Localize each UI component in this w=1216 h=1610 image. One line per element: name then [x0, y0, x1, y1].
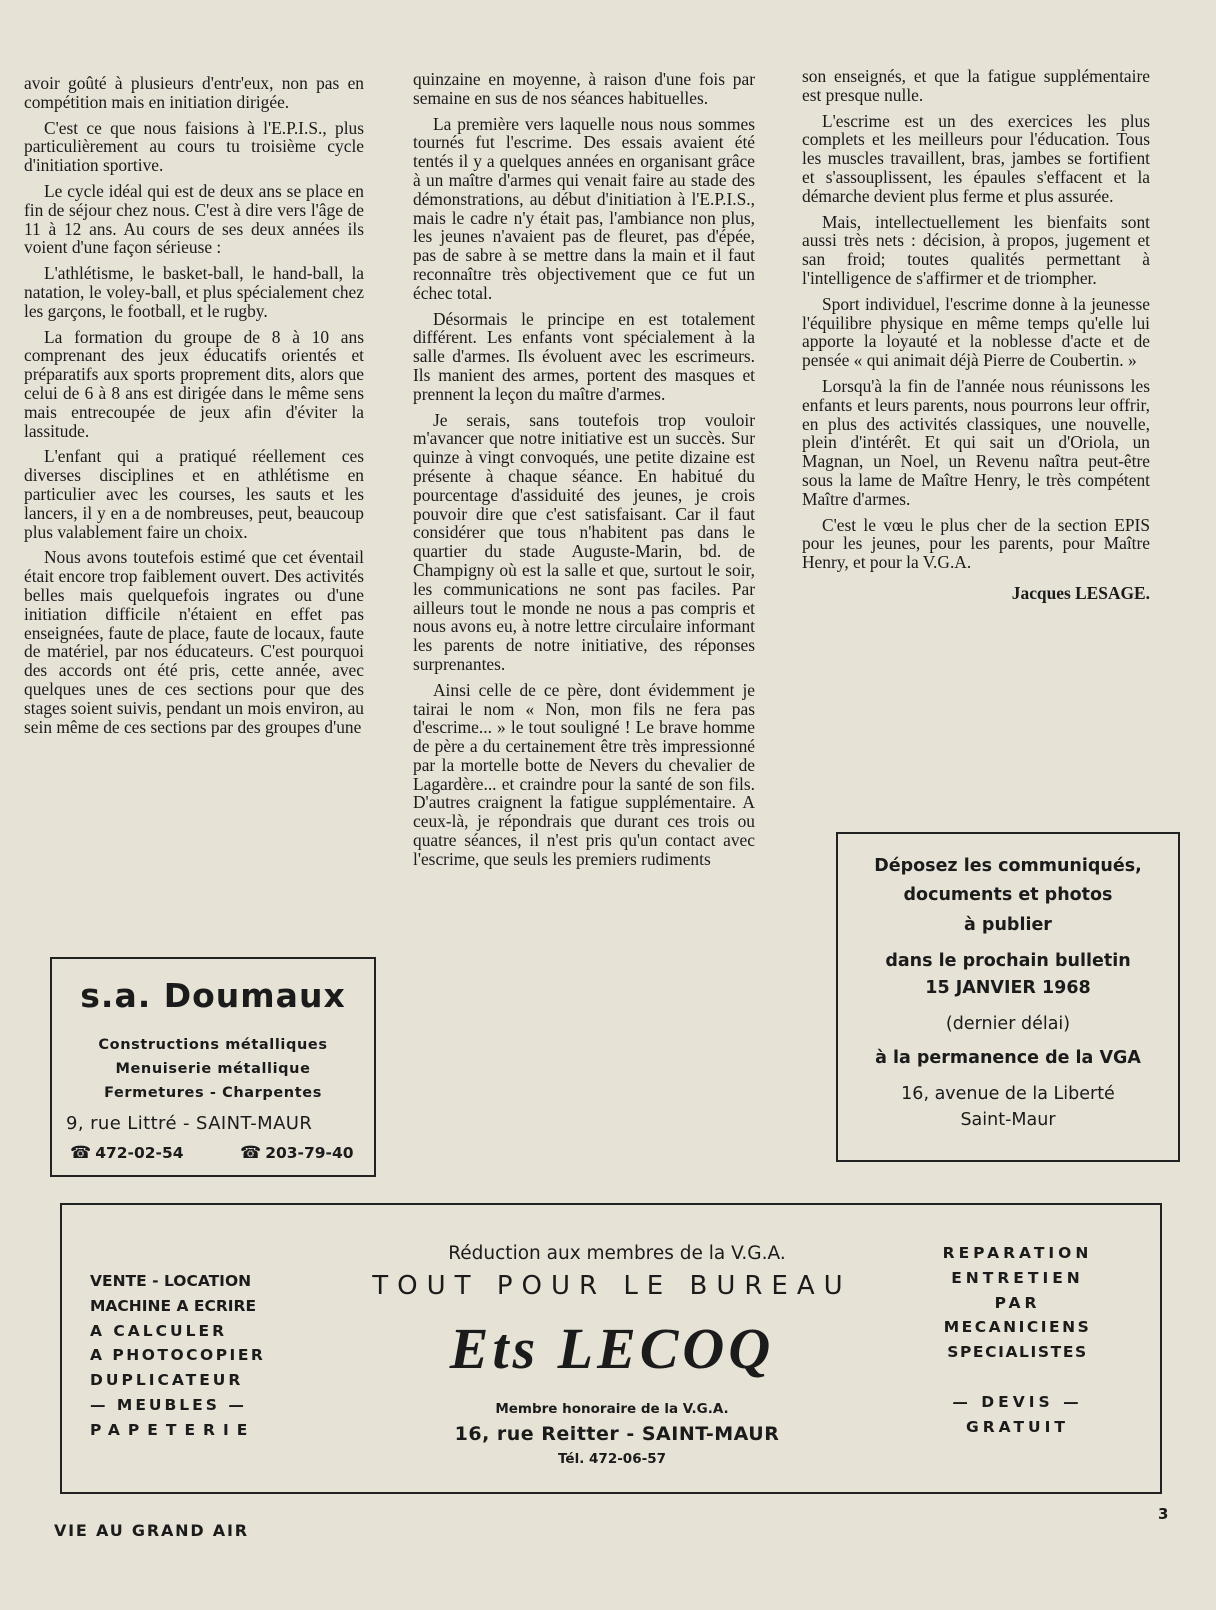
paragraph: La première vers laquelle nous nous sommes tournés fut l'escrime. Des essais avaient été tentés il y a quelques années en organisant grâce à un maître d'armes qui venait faire au stade des démonstrations, au début d'initiation à l'E.P.I.S., mais le cadre n'y était pas, l'ambiance non plus, les jeunes n'avaient pas de fleuret, pas d'épée, pas de sabre à se mettre dans la main et il faut reconnaître très objectivement que ce fut un échec total. [413, 113, 755, 303]
service-item: A PHOTOCOPIER [90, 1346, 266, 1365]
discount-note: Réduction aux membres de la V.G.A. [448, 1243, 786, 1264]
paragraph: quinzaine en moyenne, à raison d'une fois par semaine en sus de nos séances habituelles. [413, 69, 755, 108]
spacer [910, 1365, 1125, 1390]
phone-entry [240, 1143, 354, 1163]
paragraph: L'enfant qui a pratiqué réellement ces diverses disciplines et en athlétisme en particulier avec les courses, les sauts et les lancers, il y en a de nombreuses, peut, beaucoup plus valablement faire un choix. [24, 446, 364, 542]
membership-note: Membre honoraire de la V.G.A. [495, 1401, 729, 1417]
paragraph: Désormais le principe en est totalement différent. Les enfants vont spécialement à la salle d'armes. Ils évoluent avec les escrimeurs. Ils manient des armes, portent des masques et prennent la leçon du maître d'armes. [413, 308, 755, 404]
service-item: SPECIALISTES [947, 1343, 1088, 1362]
services-list-right [910, 1241, 1125, 1439]
paragraph: Mais, intellectuellement les bienfaits sont aussi très nets : décision, à propos, jugement et san froid; toutes qualités permettant à l'intelligence de s'affirmer et de triompher. [802, 211, 1150, 288]
tagline: TOUT POUR LE BUREAU [372, 1271, 852, 1301]
paragraph: Nous avons toutefois estimé que cet éventail était encore trop faiblement ouvert. Des activités belles mais quelquefois ingrates ou d'une initiation difficile n'étaient en effet pas enseignées, faute de place, faute de locaux, faute de matériel, par nos éducateurs. C'est pourquoi des accords ont été pris, cette année, avec quelques unes de ces sections pour que des stages soient suivis, pendant un mois environ, au sein même de ces sections par des groupes d'une [24, 547, 364, 737]
advertisement-lecoq [60, 1203, 1162, 1494]
notice-line: dans le prochain bulletin [885, 951, 1131, 971]
company-name: s.a. Doumaux [80, 976, 346, 1015]
service-item: — MEUBLES — [90, 1395, 247, 1414]
notice-address: 16, avenue de la Liberté [901, 1084, 1115, 1104]
paragraph: Ainsi celle de ce père, dont évidemment je tairai le nom « Non, mon fils ne fera pas d'escrime... » le tout souligné ! Le brave homme de père a du certainement être très impressionné par la mortelle botte de Nevers du chevalier de Lagardère... et craindre pour la santé de son fils. D'autres craignent la fatigue supplémentaire. A ceux-là, je répondrais que durant ces trois ou quatre séances, il n'est pris qu'un contact avec l'escrime, que seuls les premiers rudiments [413, 679, 755, 869]
service-item: VENTE - LOCATION [90, 1272, 252, 1290]
services-list-left [90, 1269, 300, 1443]
article-column-2 [413, 70, 755, 876]
paragraph: avoir goûté à plusieurs d'entr'eux, non pas en compétition mais en initiation dirigée. [24, 73, 364, 112]
notice-city: Saint-Maur [960, 1110, 1056, 1130]
phone-number: 472-02-54 [95, 1144, 184, 1162]
service-item: MECANICIENS [943, 1318, 1092, 1337]
service-item: A CALCULER [90, 1321, 228, 1340]
notice-line: (dernier délai) [945, 1014, 1071, 1034]
paragraph: L'athlétisme, le basket-ball, le hand-ball, la natation, le voley-ball, et plus spécialement chez les garçons, le football, et le rugby. [24, 263, 364, 321]
company-address: 9, rue Littré - SAINT-MAUR [66, 1113, 313, 1134]
service-item: ENTRETIEN [951, 1268, 1084, 1287]
article-column-1 [24, 74, 364, 743]
paragraph: Le cycle idéal qui est de deux ans se place en fin de séjour chez nous. C'est à dire vers l'âge de 11 à 12 ans. Au cours de ses deux années ils voient d'une façon sérieuse : [24, 180, 364, 258]
notice-line: à publier [964, 915, 1052, 935]
paragraph: son enseignés, et que la fatigue supplémentaire est presque nulle. [802, 66, 1150, 105]
service-item: GRATUIT [966, 1417, 1069, 1436]
paragraph: Je serais, sans toutefois trop vouloir m'avancer que notre initiative est un succès. Sur quinze à vingt convoqués, une petite dizaine est présente à chaque séance. En habitué du pourcentage d'assiduité des jeunes, je crois pouvoir dire que c'est satisfaisant. Car il faut considérer que tous n'habitent pas dans le quartier du stade Auguste-Marin, bd. de Champigny où est la salle et que, surtout le soir, les communications ne sont pas faciles. Par ailleurs tout le monde ne nous a pas compris et nous avons eu, à notre lettre circulaire informant les parents de notre initiative, des réponses surprenantes. [413, 409, 755, 674]
ad-line: Fermetures - Charpentes [104, 1085, 322, 1101]
phone-number: 203-79-40 [265, 1144, 354, 1162]
service-item: PAR [994, 1293, 1041, 1312]
paragraph: Sport individuel, l'escrime donne à la jeunesse l'équilibre physique en même temps qu'elle lui apporte la loyauté et la noblesse d'acte et de pensée « qui animait déjà Pierre de Coubertin. » [802, 293, 1150, 371]
service-item: DUPLICATEUR [90, 1371, 244, 1390]
paragraph: C'est ce que nous faisions à l'E.P.I.S., plus particulièrement au cours tu troisième cycle d'initiation sportive. [24, 117, 364, 176]
notice-deposit-box [836, 832, 1180, 1162]
service-item: — DEVIS — [952, 1392, 1083, 1411]
company-name: Ets LECOQ [449, 1316, 775, 1381]
service-item: MACHINE A ECRIRE [90, 1296, 257, 1315]
notice-line: documents et photos [903, 885, 1113, 905]
telephone-icon: ☎ [240, 1143, 262, 1163]
telephone-icon: ☎ [70, 1143, 92, 1163]
ad-line: Constructions métalliques [98, 1037, 328, 1053]
notice-line: à la permanence de la VGA [875, 1048, 1141, 1068]
phone-number: Tél. 472-06-57 [558, 1451, 666, 1467]
phone-entry [70, 1143, 184, 1163]
notice-date: 15 JANVIER 1968 [925, 978, 1091, 998]
article-column-3 [802, 67, 1150, 610]
service-item: PAPETERIE [90, 1420, 256, 1439]
paragraph: C'est le vœu le plus cher de la section EPIS pour les jeunes, pour les parents, pour Maître Henry, et pour la V.G.A. [802, 514, 1150, 573]
paragraph: La formation du groupe de 8 à 10 ans comprenant des jeux éducatifs orientés et préparatifs aux sports proprement dits, alors que celui de 6 à 8 ans est dirigée dans le même sens mais entrecoupée de jeux afin d'éviter la lassitude. [24, 326, 364, 441]
author-signature: Jacques LESAGE. [1011, 582, 1150, 603]
advertisement-doumaux [50, 957, 376, 1177]
paragraph: Lorsqu'à la fin de l'année nous réunissons les enfants et leurs parents, nous pourrons leur offrir, en plus des activités classiques, une nouvelle, plein d'intérêt. Et qui sait un d'Oriola, un Magnan, un Noel, un Revenu naîtra peut-être sous la lame de Maître Henry, le très compétent Maître d'armes. [802, 375, 1150, 509]
service-item: REPARATION [942, 1244, 1093, 1262]
notice-line: Déposez les communiqués, [874, 856, 1142, 876]
magazine-title: VIE AU GRAND AIR [54, 1521, 249, 1540]
company-address: 16, rue Reitter - SAINT-MAUR [454, 1423, 780, 1445]
paragraph: L'escrime est un des exercices les plus complets et les meilleurs pour l'éducation. Tous les muscles travaillent, bras, jambes se fortifient et s'assouplissent, les épaules s'effacent et la démarche devient plus ferme et plus assurée. [802, 110, 1150, 206]
ad-line: Menuiserie métallique [115, 1061, 311, 1077]
page-number: 3 [1158, 1505, 1169, 1523]
